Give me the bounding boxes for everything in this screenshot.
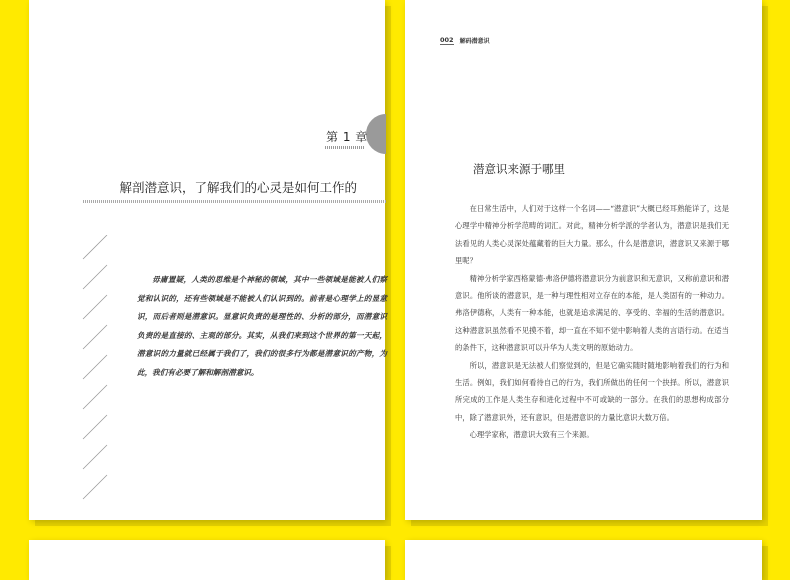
decorative-diagonal-lines bbox=[81, 235, 141, 500]
left-page bbox=[29, 0, 385, 520]
title-divider bbox=[83, 200, 386, 203]
running-head-title: 解码潜意识 bbox=[459, 38, 490, 45]
chapter-intro: 毋庸置疑，人类的思维是个神秘的领域，其中一些领域是能被人们察觉和认识的，还有些领域是不能被人们认识到的。前者是心理学上的显意识，而后者则是潜意识。显意识负责的是理性的、分析的部分，而潜意识负责的是直接的、主观的部分。其实，从我们来到这个世界的第一天起，潜意识的力量就已经属于我们了，我们的很多行为都是潜意识的产物，为此，我们有必要了解和解剖潜意识。 bbox=[137, 275, 387, 377]
chapter-tab-marker bbox=[366, 114, 386, 154]
section-title: 潜意识来源于哪里 bbox=[473, 162, 565, 176]
right-page bbox=[405, 0, 762, 520]
paragraph: 心理学家称，潜意识大致有三个来源。 bbox=[469, 430, 594, 440]
page-number: 002 bbox=[440, 36, 454, 44]
next-left-page-edge bbox=[29, 540, 385, 580]
paragraph: 所以，潜意识是无法被人们察觉到的，但是它确实随时随地影响着我们的行为和生活。例如，我们如何看待自己的行为，我们所做出的任何一个抉择。所以，潜意识所完成的工作是人类生存和进化过程中不可或缺的一部分。在我们的思想构成部分中，除了潜意识外，还有意识，但是潜意识的力量比意识大数万倍。 bbox=[455, 360, 729, 422]
paragraph: 在日常生活中，人们对于这样一个名词——“潜意识”大概已经耳熟能详了，这是心理学中精神分析学范畴的词汇。对此，精神分析学派的学者认为，潜意识是我们无法看见的人类心灵深处蕴藏着的巨大力量。那么，什么是潜意识，潜意识又来源于哪里呢？ bbox=[455, 204, 729, 266]
body-text bbox=[455, 200, 729, 444]
running-header bbox=[440, 36, 490, 45]
chapter-label: 第 1 章 bbox=[326, 130, 368, 144]
chapter-title: 解剖潜意识，了解我们的心灵是如何工作的 bbox=[119, 180, 357, 195]
chapter-divider bbox=[325, 146, 365, 149]
paragraph: 精神分析学家西格蒙德·弗洛伊德将潜意识分为前意识和无意识，又称前意识和潜意识。他所谈的潜意识，是一种与理性相对立存在的本能，是人类固有的一种动力。弗洛伊德称，人类有一种本能，也就是追求满足的、享受的、幸福的生活的潜意识。这种潜意识虽然看不见摸不着，却一直在不知不觉中影响着人类的言语行动。在适当的条件下，这种潜意识可以升华为人类文明的原始动力。 bbox=[455, 273, 729, 353]
next-right-page-edge bbox=[405, 540, 762, 580]
